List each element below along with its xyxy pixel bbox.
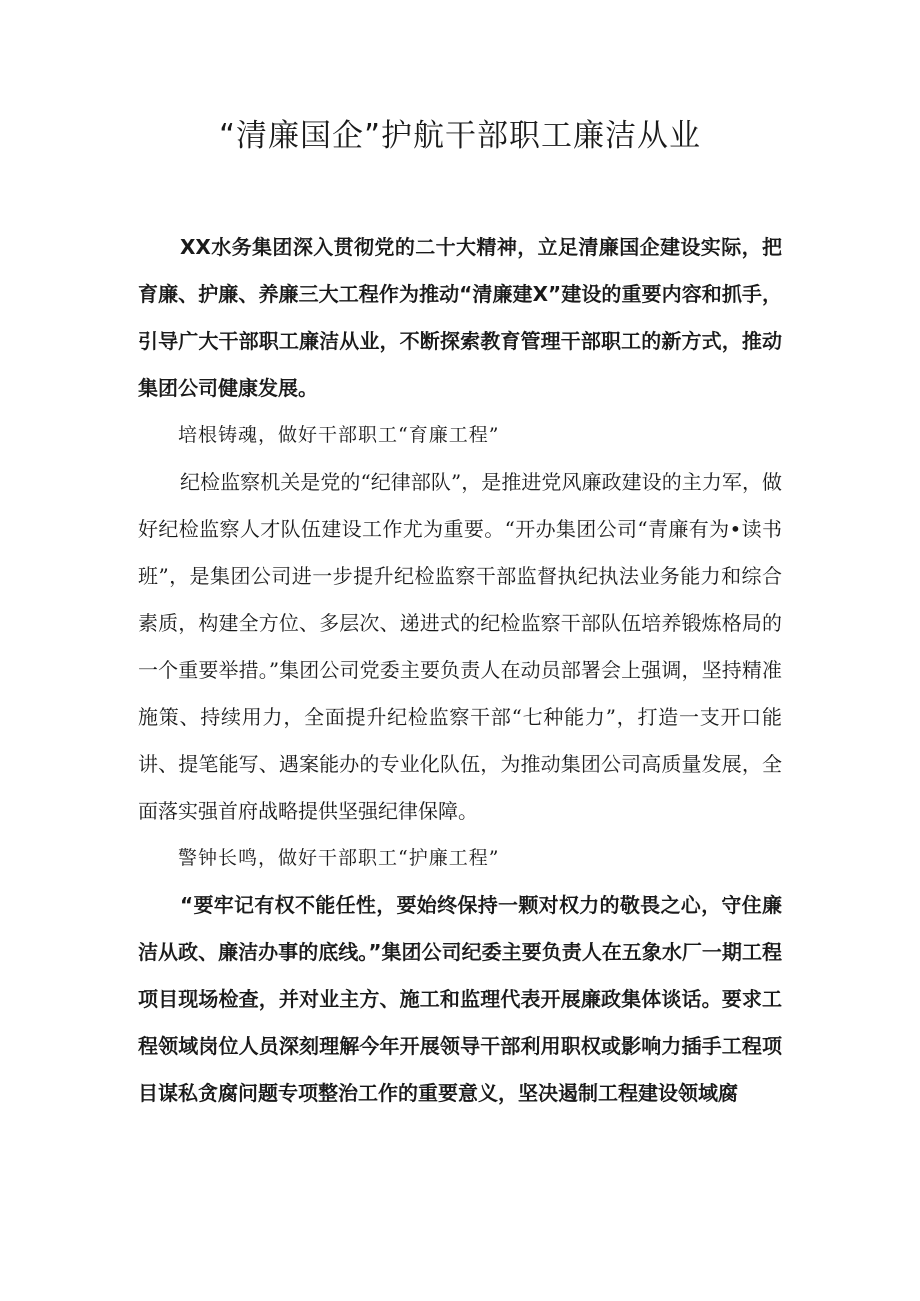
protection-paragraph: “要牢记有权不能任性，要始终保持一颗对权力的敬畏之心，守住廉洁从政、廉洁办事的底线。”集团公司纪委主要负责人在五象水厂一期工程项目现场检查，并对业主方、施工和监理代表开展廉政集体谈话。要求工程领域岗位人员深刻理解今年开展领导干部利用职权或影响力插手工程项目谋私贪腐问题专项整治工作的重要意义，坚决遏制工程建设领域腐	[138, 893, 782, 1105]
intro-paragraph: XX水务集团深入贯彻党的二十大精神，立足清廉国企建设实际，把育廉、护廉、养廉三大工程作为推动“清廉建X”建设的重要内容和抓手，引导广大干部职工廉洁从业，不断探索教育管理干部职工的新方式，推动集团公司健康发展。	[138, 235, 782, 400]
section-heading-protection: 警钟长鸣，做好干部职工“护廉工程”	[178, 847, 500, 869]
section-heading-education: 培根铸魂，做好干部职工“育廉工程”	[178, 424, 500, 446]
document-body	[138, 224, 782, 1117]
document-title: “清廉国企”护航干部职工廉洁从业	[218, 118, 702, 154]
education-paragraph: 纪检监察机关是党的“纪律部队”，是推进党风廉政建设的主力军，做好纪检监察人才队伍建设工作尤为重要。“开办集团公司“青廉有为•读书班”，是集团公司进一步提升纪检监察干部监督执纪执法业务能力和综合素质，构建全方位、多层次、递进式的纪检监察干部队伍培养锻炼格局的一个重要举措。”集团公司党委主要负责人在动员部署会上强调，坚持精准施策、持续用力，全面提升纪检监察干部“七种能力”，打造一支开口能讲、提笔能写、遇案能办的专业化队伍，为推动集团公司高质量发展，全面落实强首府战略提供坚强纪律保障。	[138, 470, 782, 823]
